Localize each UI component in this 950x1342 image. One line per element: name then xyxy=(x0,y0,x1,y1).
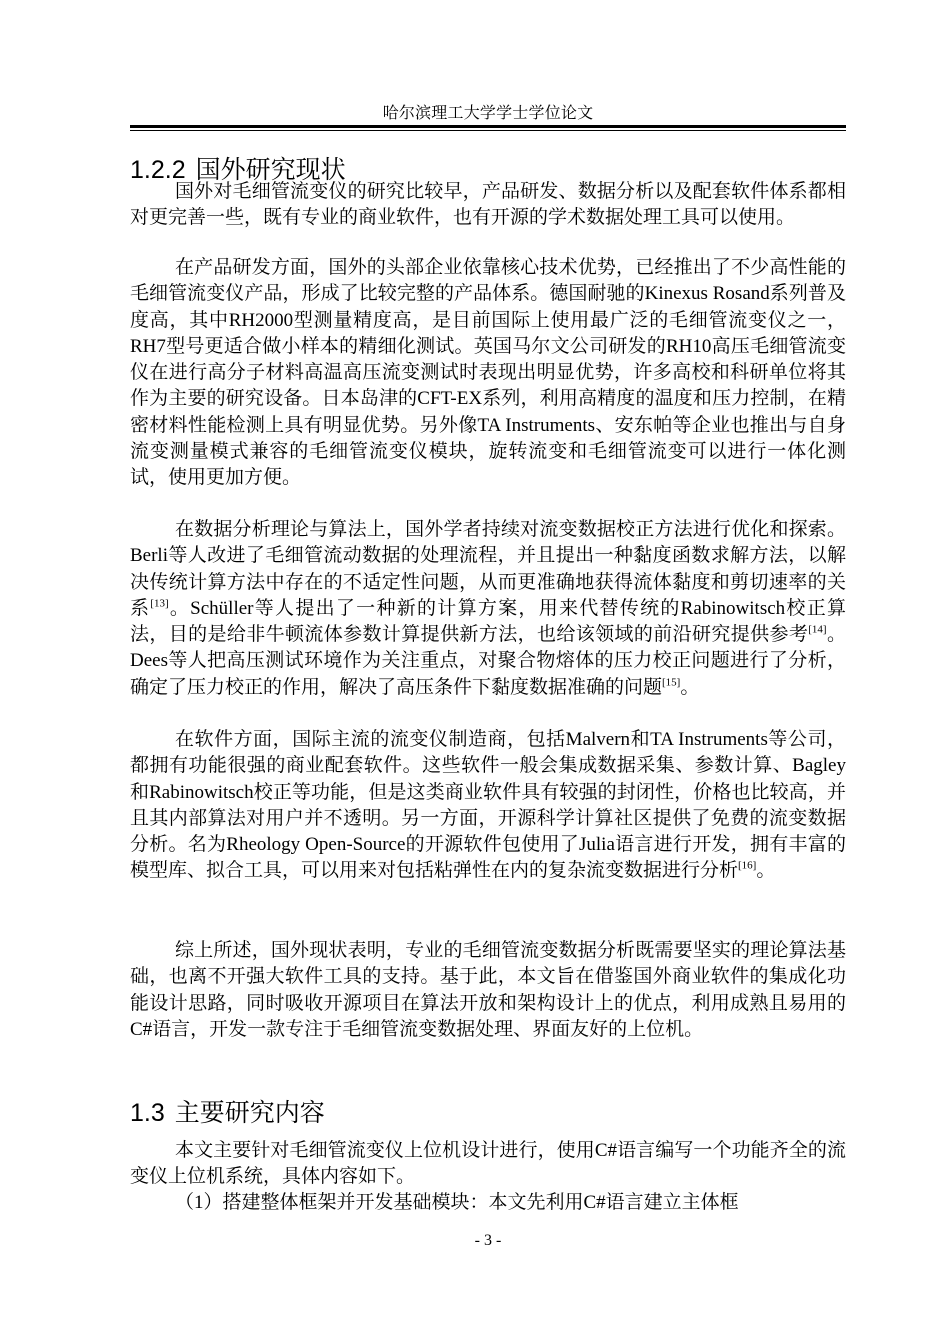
paragraph-research-intro: 本文主要针对毛细管流变仪上位机设计进行，使用C#语言编写一个功能齐全的流变仪上位机系统，具体内容如下。 xyxy=(130,1140,846,1188)
section-number: 1.2.2 xyxy=(130,155,186,184)
section-title: 国外研究现状 xyxy=(195,154,346,184)
paragraph-software xyxy=(130,727,846,885)
running-header: 哈尔滨理工大学学士学位论文 xyxy=(382,105,594,122)
citation-14: [14] xyxy=(808,623,827,636)
header-rule-thick xyxy=(130,125,846,128)
paragraph-summary: 综上所述，国外现状表明，专业的毛细管流变数据分析既需要坚实的理论算法基础，也离不开强大软件工具的支持。基于此，本文旨在借鉴国外商业软件的集成化功能设计思路，同时吸收开源项目在算法开放和架构设计上的优点，利用成熟且易用的C#语言，开发一款专注于毛细管流变数据处理、界面友好的上位机。 xyxy=(130,940,846,1040)
paragraph-data-analysis xyxy=(130,517,846,701)
citation-15: [15] xyxy=(662,676,681,689)
paragraph-text: 。Dees等人把高压测试环境作为关注重点，对聚合物熔体的压力校正问题进行了分析，确定了压力校正的作用，解决了高压条件下黏度数据准确的问题 xyxy=(130,624,846,698)
section-heading-1-3 xyxy=(130,1098,846,1128)
paragraph-research-item-1: （1）搭建整体框架并开发基础模块：本文先利用C#语言建立主体框 xyxy=(175,1192,739,1213)
paragraph-text: 。Schüller等人提出了一种新的计算方案，用来代替传统的Rabinowitsch校正算法，目的是给非牛顿流体参数计算提供新方法，也给该领域的前沿研究提供参考 xyxy=(130,597,846,646)
citation-16: [16] xyxy=(738,860,757,873)
section-number: 1.3 xyxy=(130,1098,165,1127)
paragraph-text: 。 xyxy=(680,676,700,698)
paragraph-intro: 国外对毛细管流变仪的研究比较早，产品研发、数据分析以及配套软件体系都相对更完善一些，既有专业的商业软件，也有开源的学术数据处理工具可以使用。 xyxy=(130,181,846,229)
section-title: 主要研究内容 xyxy=(174,1097,325,1127)
paragraph-text: 。 xyxy=(756,860,776,882)
paragraph-product-development: 在产品研发方面，国外的头部企业依靠核心技术优势，已经推出了不少高性能的毛细管流变仪产品，形成了比较完整的产品体系。德国耐驰的Kinexus Rosand系列普及度高，其中RH2000型测量精度高，是目前国际上使用最广泛的毛细管流变仪之一，RH7型号更适合做小样本的精细化测试。英国马尔文公司研发的RH10高压毛细管流变仪在进行高分子材料高温高压流变测试时表现出明显优势，许多高校和科研单位将其作为主要的研究设备。日本岛津的CFT-EX系列，利用高精度的温度和压力控制，在精密材料性能检测上具有明显优势。另外像TA Instruments、安东帕等企业也推出与自身流变测量模式兼容的毛细管流变仪模块，旋转流变和毛细管流变可以进行一体化测试，使用更加方便。 xyxy=(130,257,846,489)
header-rule-thin xyxy=(130,130,846,131)
citation-13: [13] xyxy=(150,597,169,610)
paragraph-text: 在数据分析理论与算法上，国外学者持续对流变数据校正方法进行优化和探索。Berli等人改进了毛细管流动数据的处理流程，并且提出一种黏度函数求解方法，以解决传统计算方法中存在的不适定性问题，从而更准确地获得流体黏度和剪切速率的关系 xyxy=(130,519,846,619)
paragraph-text: 在软件方面，国际主流的流变仪制造商，包括Malvern和TA Instruments等公司，都拥有功能很强的商业配套软件。这些软件一般会集成数据采集、参数计算、Bagley和Rabinowitsch校正等功能，但是这类商业软件具有较强的封闭性，价格也比较高，并且其内部算法对用户并不透明。另一方面，开源科学计算社区提供了免费的流变数据分析。名为Rheology Open-Source的开源软件包使用了Julia语言进行开发，拥有丰富的模型库、拟合工具，可以用来对包括粘弹性在内的复杂流变数据进行分析 xyxy=(130,729,846,882)
page-number: - 3 - xyxy=(474,1232,502,1249)
